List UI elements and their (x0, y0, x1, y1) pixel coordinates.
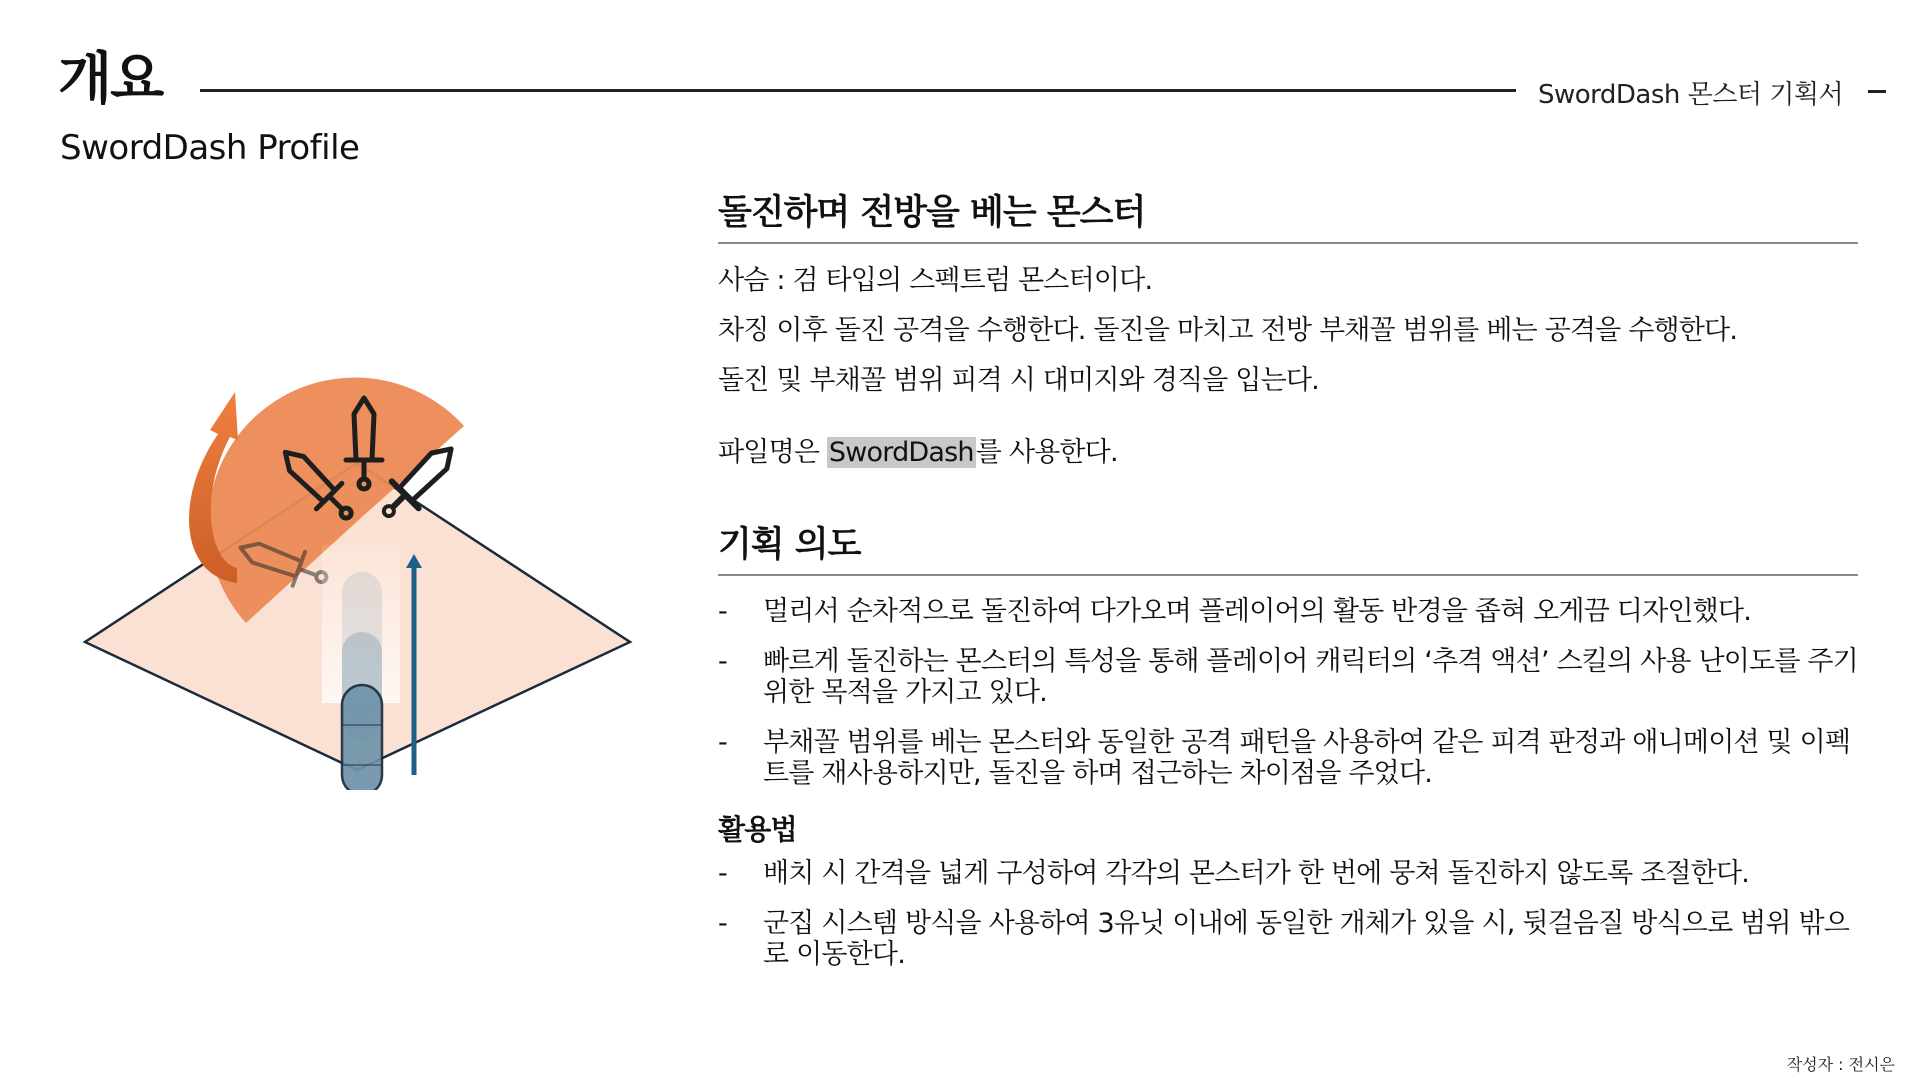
bullet-dash: - (718, 646, 727, 677)
list-item-text: 멀리서 순차적으로 돌진하여 다가오며 플레이어의 활동 반경을 좁혀 오게끔 디자인했다. (763, 596, 1751, 627)
list-item (718, 858, 1858, 889)
bullet-dash: - (718, 908, 727, 939)
intent-list (718, 596, 1858, 789)
profile-heading: 돌진하며 전방을 베는 몬스터 (718, 193, 1146, 233)
list-item (718, 646, 1858, 708)
filename-line (718, 436, 1858, 470)
filename-suffix: 를 사용한다. (975, 437, 1118, 468)
profile-line: 사슴 : 검 타입의 스펙트럼 몬스터이다. (718, 265, 1153, 296)
monster-icon (342, 572, 382, 790)
list-item (718, 727, 1858, 789)
filename-prefix: 파일명은 (718, 437, 827, 468)
usage-list (718, 858, 1858, 970)
divider (718, 242, 1858, 244)
attack-diagram (70, 370, 650, 790)
bullet-dash: - (718, 727, 727, 758)
page-title: 개요 (58, 47, 163, 112)
subtitle: SwordDash Profile (60, 128, 360, 168)
list-item-text: 부채꼴 범위를 베는 몬스터와 동일한 공격 패턴을 사용하여 같은 피격 판정과 애니메이션 및 이펙트를 재사용하지만, 돌진을 하며 접근하는 차이점을 주었다. (763, 727, 1851, 789)
profile-line: 돌진 및 부채꼴 범위 피격 시 대미지와 경직을 입는다. (718, 365, 1319, 396)
intent-heading: 기획 의도 (718, 525, 861, 565)
usage-heading: 활용법 (718, 813, 797, 846)
list-item-text: 배치 시 간격을 넓게 구성하여 각각의 몬스터가 한 번에 뭉쳐 돌진하지 않도록 조절한다. (763, 858, 1750, 889)
list-item-text: 빠르게 돌진하는 몬스터의 특성을 통해 플레이어 캐릭터의 ‘추격 액션’ 스킬의 사용 난이도를 주기 위한 목적을 가지고 있다. (763, 646, 1858, 708)
bullet-dash: - (718, 858, 727, 889)
profile-line: 차징 이후 돌진 공격을 수행한다. 돌진을 마치고 전방 부채꼴 범위를 베는 공격을 수행한다. (718, 315, 1738, 346)
divider (718, 574, 1858, 576)
list-item (718, 908, 1858, 970)
spacer (718, 486, 1858, 520)
bullet-dash: - (718, 596, 727, 627)
content-panel (718, 188, 1858, 989)
header-line (200, 89, 1516, 92)
header-dash (1868, 90, 1886, 93)
filename-highlight: SwordDash (828, 437, 974, 468)
monster-illustration (70, 370, 650, 790)
list-item-text: 군집 시스템 방식을 사용하여 3유닛 이내에 동일한 개체가 있을 시, 뒷걸음질 방식으로 범위 밖으로 이동한다. (763, 908, 1850, 970)
list-item (718, 596, 1858, 627)
author-credit: 작성자 : 전시은 (1786, 1055, 1895, 1074)
document-title: SwordDash 몬스터 기획서 (1538, 80, 1844, 110)
spacer (718, 414, 1858, 436)
